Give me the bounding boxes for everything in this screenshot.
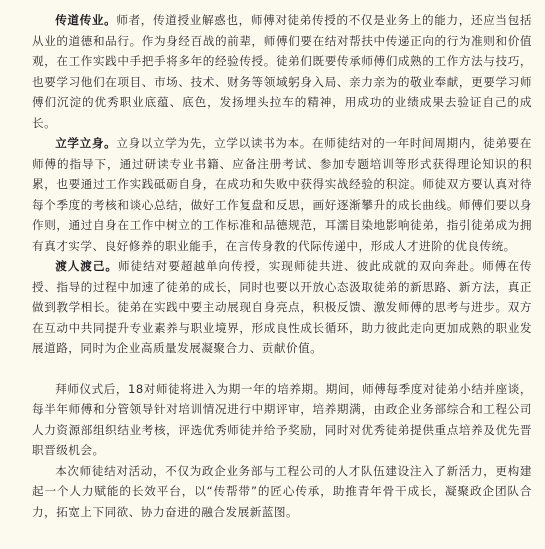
paragraph-text: 师徒结对要超越单向传授，实现师徒共进、彼此成就的双向奔赴。师傅在传授、指导的过程中加速了徒弟的成长，同时也要以开放心态汲取徒弟的新思路、新方法，真正做到教学相长。徒弟在实践中要主动展现自身亮点，积极反馈、激发师傅的思考与进步。双方在互动中共同提升专业素养与职业境界，形成良性成长循环，助力彼此走向更加成熟的职业发展道路，同时为企业高质量发展凝聚合力、贡献价值。 [32, 259, 532, 355]
paragraph-pass-on-craft [32, 10, 532, 133]
paragraph-conclusion [32, 461, 532, 523]
paragraph-text: 立身以立学为先，立学以读书为本。在师徒结对的一年时间周期内，徒弟要在师傅的指导下，通过研读专业书籍、应备注册考试、参加专题培训等形式获得理论知识的积累，也要通过工作实践砥砺自身，在成功和失败中获得实战经验的积淀。师徒双方要认真对待每个季度的考核和谈心总结，做好工作复盘和反思，画好逐渐攀升的成长曲线。师傅们要以身作则，通过自身在工作中树立的工作标准和品德规范，耳濡目染地影响徒弟，指引徒弟成为拥有真才实学、良好修养的职业能手，在言传身教的代际传递中，形成人才进阶的优良传统。 [32, 136, 532, 253]
paragraph-spacer [32, 359, 532, 379]
paragraph-text: 拜师仪式后，18对师徒将进入为期一年的培养期。期间，师傅每季度对徒弟小结并座谈，每半年师傅和分管领导针对培训情况进行中期评审，培养期满，由政企业务部综合和工程公司人力资源部组织结业考核，评选优秀师徒并给予奖励，同时对优秀徒弟提供重点培养及优先晋职晋级机会。 [32, 381, 532, 457]
paragraph-text: 本次师徒结对活动，不仅为政企业务部与工程公司的人才队伍建设注入了新活力，更构建起一个人力赋能的长效平台，以“传帮带”的匠心传承，助推青年骨干成长，凝聚政企团队合力，拓宽上下同欲、协力奋进的融合发展新蓝图。 [32, 463, 532, 519]
paragraph-text: 师者，传道授业解惑也，师傅对徒弟传授的不仅是业务上的能力，还应当包括从业的道德和品行。作为身经百战的前辈，师傅们要在结对帮扶中传递正向的行为准则和价值观，在工作实践中手把手将多年的经验传授。徒弟们既要传承师傅们成熟的工作方法与技巧，也要学习他们在项目、市场、技术、财务等领域躬身入局、亲力亲为的敬业奉献，更要学习师傅们沉淀的优秀职业底蕴、底色，发扬埋头拉车的精神，用成功的业绩成果去验证自己的成长。 [32, 13, 532, 130]
paragraph-training-period [32, 379, 532, 461]
paragraph-mutual-growth [32, 256, 532, 359]
paragraph-lead-heading: 立学立身。 [55, 136, 117, 150]
paragraph-lead-heading: 渡人渡己。 [55, 259, 118, 273]
paragraph-learn-and-grow [32, 133, 532, 256]
paragraph-lead-heading: 传道传业。 [55, 13, 117, 27]
